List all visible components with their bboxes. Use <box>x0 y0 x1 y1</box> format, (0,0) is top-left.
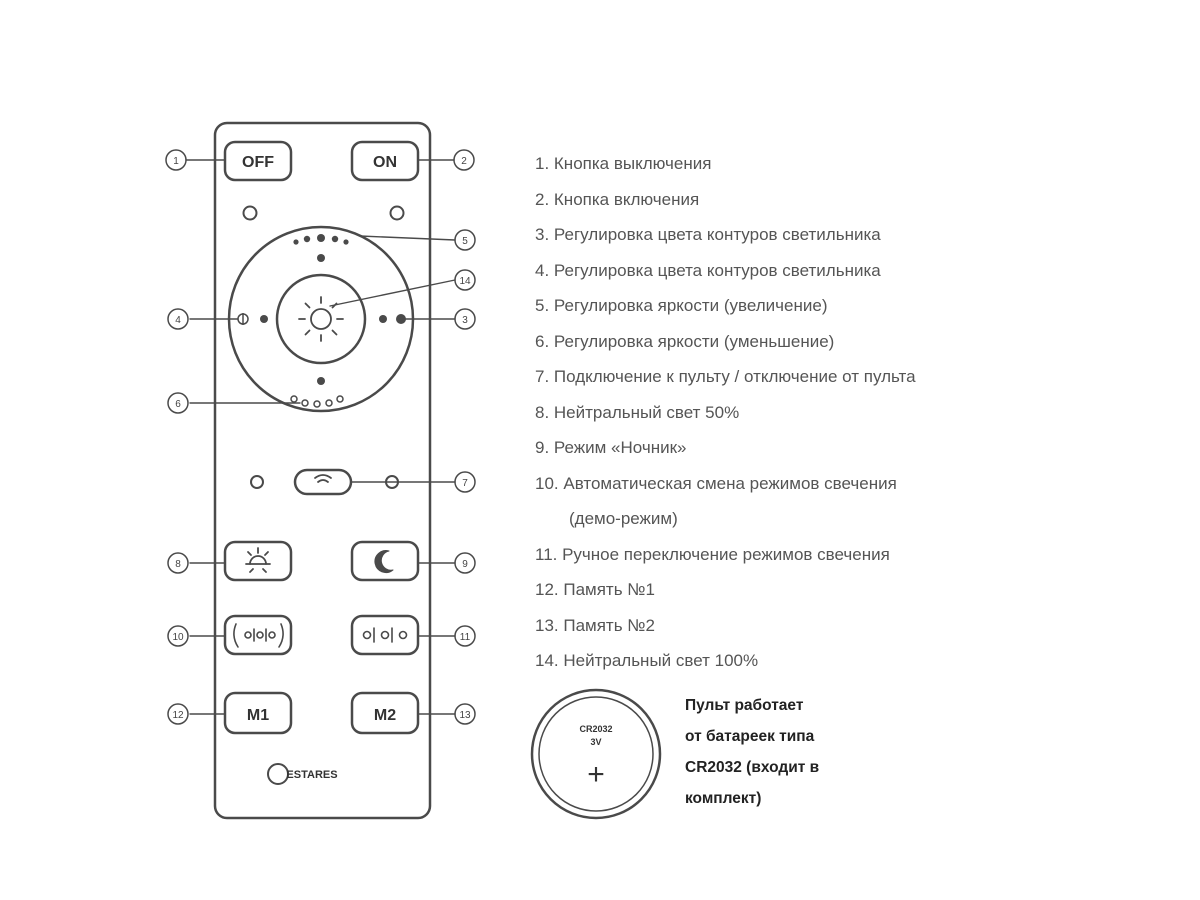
battery-note-line: комплект) <box>685 790 762 807</box>
manual-mode-icon <box>364 628 407 642</box>
brand-label: ESTARES <box>286 769 338 781</box>
moon-icon <box>375 551 393 573</box>
battery-icon <box>532 690 660 818</box>
demo-mode-button[interactable] <box>225 616 291 654</box>
night-mode-button[interactable] <box>352 542 418 580</box>
center-button[interactable] <box>277 275 365 363</box>
callout-number: 2 <box>461 156 467 167</box>
battery-type-label: CR2032 <box>579 724 613 734</box>
legend-item-continuation: (демо-режим) <box>569 509 678 528</box>
sun-50-icon <box>246 548 270 572</box>
legend-list <box>535 146 1055 679</box>
callout-number: 7 <box>462 478 468 489</box>
callout-number: 14 <box>459 276 471 287</box>
on-button-label: ON <box>373 154 397 171</box>
memory-1-label: M1 <box>246 707 270 724</box>
sun-100-icon <box>299 297 343 341</box>
legend-item: 6. Регулировка яркости (уменьшение) <box>535 331 835 351</box>
legend-item: 5. Регулировка яркости (увеличение) <box>535 296 828 315</box>
manual-mode-button[interactable] <box>352 616 418 654</box>
demo-mode-icon <box>234 624 283 647</box>
legend-item: 14. Нейтральный свет 100% <box>535 651 759 670</box>
indicator-dot-small-left <box>251 476 263 488</box>
legend-item: 9. Режим «Ночник» <box>535 438 687 457</box>
callout-number: 10 <box>172 632 184 643</box>
callout-number: 8 <box>175 559 181 570</box>
battery-note <box>685 690 905 814</box>
callout-number: 9 <box>462 559 468 570</box>
callout-number: 13 <box>459 710 471 721</box>
battery-note-line: CR2032 (входит в <box>685 759 820 776</box>
battery-plus-sign: + <box>587 758 605 791</box>
legend-item: 12. Память №1 <box>535 580 655 599</box>
battery-note-line: Пульт работает <box>685 697 804 714</box>
battery-note-line: от батареек типа <box>685 728 815 745</box>
off-button-label: OFF <box>242 154 274 171</box>
indicator-dot-right <box>391 207 404 220</box>
callout-number: 3 <box>462 315 468 326</box>
indicator-dot-left <box>244 207 257 220</box>
callout-number: 4 <box>175 315 181 326</box>
legend-item: 2. Кнопка включения <box>535 189 700 209</box>
legend-item: 1. Кнопка выключения <box>535 154 712 173</box>
callout-number: 1 <box>173 156 179 167</box>
memory-2-label: M2 <box>373 707 397 724</box>
battery-voltage-label: 3V <box>590 737 602 747</box>
legend-item: 8. Нейтральный свет 50% <box>535 402 740 422</box>
battery-inner-ring <box>539 697 653 811</box>
legend-item: 11. Ручное переключение режимов свечения <box>535 544 890 564</box>
legend-item: 4. Регулировка цвета контуров светильника <box>535 260 881 280</box>
wifi-icon <box>315 475 331 482</box>
legend-item: 10. Автоматическая смена режимов свечения <box>535 473 897 493</box>
legend-item: 3. Регулировка цвета контуров светильника <box>535 225 881 244</box>
brand-logo-icon <box>268 764 288 784</box>
callout-number: 6 <box>175 399 181 410</box>
legend-item: 7. Подключение к пульту / отключение от пульта <box>535 367 916 386</box>
legend-item: 13. Память №2 <box>535 615 655 635</box>
callout-number: 5 <box>462 236 468 247</box>
callout-lines <box>186 160 455 714</box>
callout-number: 12 <box>172 710 184 721</box>
pair-button[interactable] <box>295 470 351 494</box>
callout-number: 11 <box>459 632 471 643</box>
